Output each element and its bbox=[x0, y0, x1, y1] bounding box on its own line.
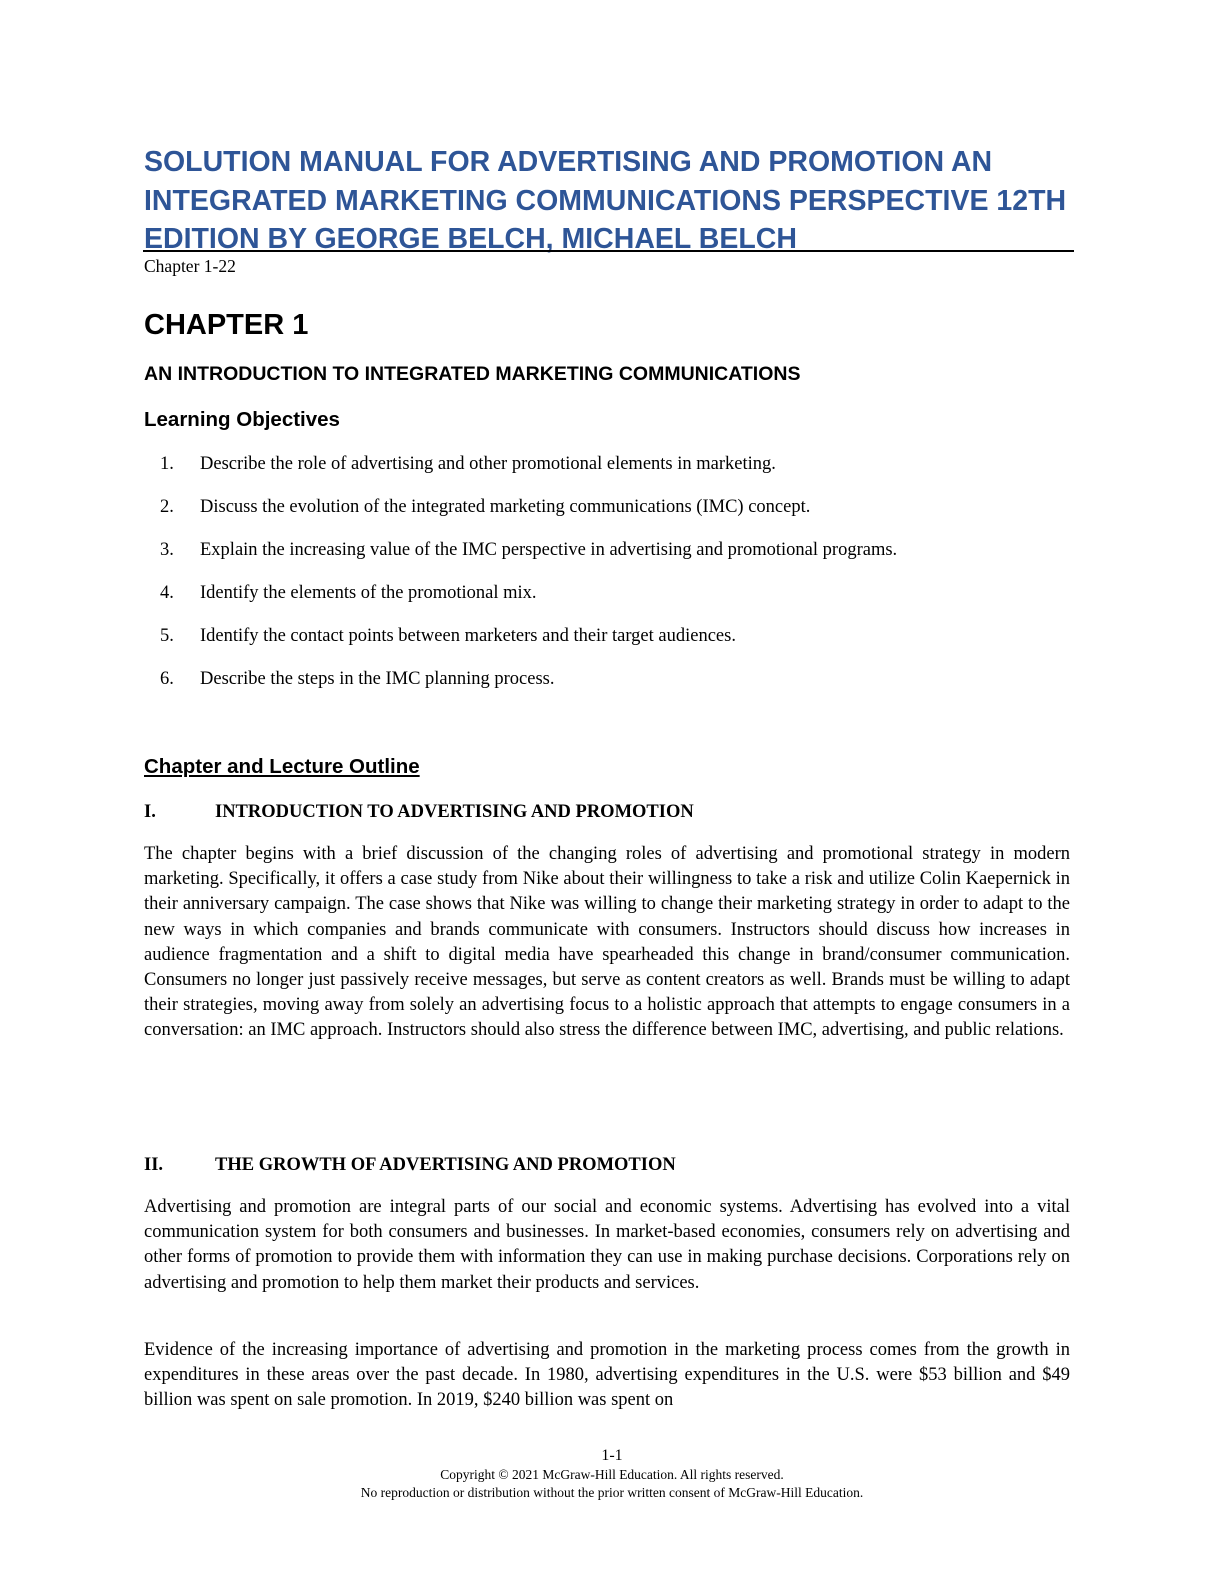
list-item bbox=[144, 579, 1074, 622]
outline-heading: Chapter and Lecture Outline bbox=[144, 755, 420, 778]
section-title: INTRODUCTION TO ADVERTISING AND PROMOTION bbox=[215, 802, 694, 822]
list-item bbox=[144, 450, 1074, 493]
section-number: I. bbox=[144, 802, 156, 822]
chapter-subheading: AN INTRODUCTION TO INTEGRATED MARKETING COMMUNICATIONS bbox=[144, 363, 801, 385]
list-item-text: Explain the increasing value of the IMC perspective in advertising and promotional programs. bbox=[200, 540, 898, 560]
section-paragraph: Evidence of the increasing importance of advertising and promotion in the marketing process comes from the growth in expenditures in these areas over the past decade. In 1980, advertising expenditures in the U.S. were $53 billion and $49 billion was spent on sale promotion. In 2019, $240 billion was spent on bbox=[144, 1340, 1070, 1411]
section-paragraph: The chapter begins with a brief discussion of the changing roles of advertising and promotional strategy in modern marketing. Specifically, it offers a case study from Nike about their willingness to take a risk and utilize Colin Kaepernick in their anniversary campaign. The case shows that Nike was willing to change their marketing strategy in order to adapt to the new ways in which companies and brands communicate with consumers. Instructors should discuss how increases in audience fragmentation and a shift to digital media have spearheaded this change in brand/consumer communication. Consumers no longer just passively receive messages, but serve as content creators as well. Brands must be willing to adapt their strategies, moving away from solely an advertising focus to a holistic approach that attempts to engage consumers in a conversation: an IMC approach. Instructors should also stress the difference between IMC, advertising, and public relations. bbox=[144, 844, 1070, 1041]
section-paragraph: Advertising and promotion are integral parts of our social and economic systems. Advertising has evolved into a vital communication system for both consumers and businesses. In market-based economies, consumers rely on advertising and other forms of promotion to provide them with information they can use in making purchase decisions. Corporations rely on advertising and promotion to help them market their products and services. bbox=[144, 1197, 1070, 1293]
section-title: THE GROWTH OF ADVERTISING AND PROMOTION bbox=[215, 1155, 676, 1175]
document-title: SOLUTION MANUAL FOR ADVERTISING AND PROMOTION AN INTEGRATED MARKETING COMMUNICATIONS PERSPECTIVE 12TH EDITION BY GEORGE BELCH, MICHAEL BELCH bbox=[144, 146, 1067, 255]
list-item-text: Describe the steps in the IMC planning process. bbox=[200, 669, 555, 689]
list-item-text: Describe the role of advertising and other promotional elements in marketing. bbox=[200, 454, 776, 474]
list-item bbox=[144, 536, 1074, 579]
list-item-text: Discuss the evolution of the integrated marketing communications (IMC) concept. bbox=[200, 497, 811, 517]
list-item-number: 6. bbox=[160, 669, 174, 689]
learning-objectives-heading: Learning Objectives bbox=[144, 408, 340, 431]
copyright-text: Copyright © 2021 McGraw-Hill Education. All rights reserved. bbox=[440, 1467, 784, 1482]
list-item-number: 2. bbox=[160, 497, 174, 517]
page-number: 1-1 bbox=[601, 1447, 623, 1464]
list-item-number: 4. bbox=[160, 583, 174, 603]
learning-objectives-list bbox=[144, 450, 1074, 708]
chapter-heading: CHAPTER 1 bbox=[144, 309, 309, 341]
page-footer bbox=[0, 1446, 1224, 1502]
reproduction-notice: No reproduction or distribution without the prior written consent of McGraw-Hill Education. bbox=[360, 1485, 864, 1500]
document-subtitle: Chapter 1-22 bbox=[144, 256, 236, 276]
list-item-text: Identify the elements of the promotional mix. bbox=[200, 583, 537, 603]
title-divider bbox=[143, 250, 1074, 252]
list-item-number: 5. bbox=[160, 626, 174, 646]
list-item bbox=[144, 493, 1074, 536]
list-item bbox=[144, 665, 1074, 708]
list-item-text: Identify the contact points between marketers and their target audiences. bbox=[200, 626, 736, 646]
list-item-number: 3. bbox=[160, 540, 174, 560]
list-item-number: 1. bbox=[160, 454, 174, 474]
section-number: II. bbox=[144, 1155, 164, 1175]
list-item bbox=[144, 622, 1074, 665]
